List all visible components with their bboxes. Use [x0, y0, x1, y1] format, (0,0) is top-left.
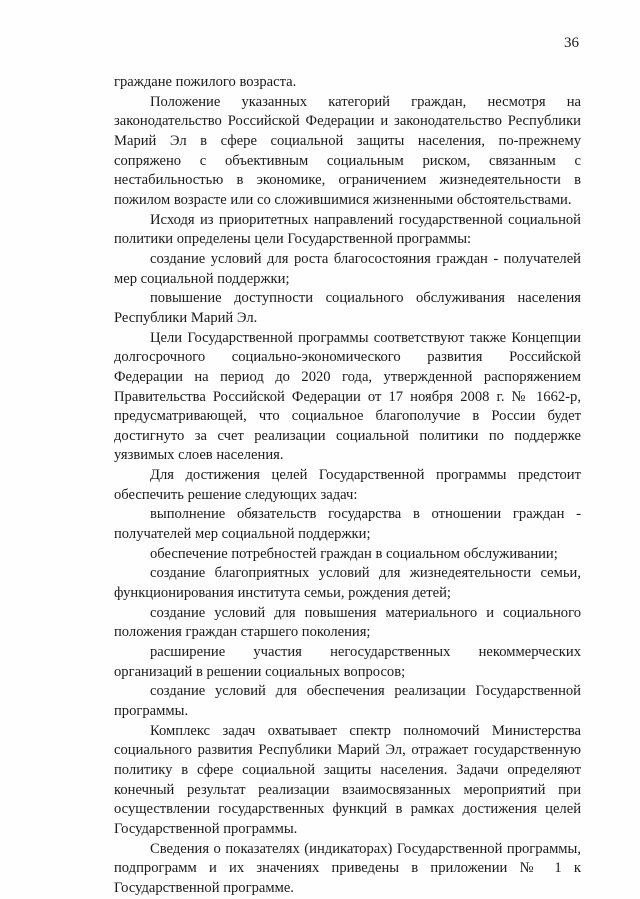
paragraph: Для достижения целей Государственной программы предстоит обеспечить решение следующих задач:: [114, 467, 581, 503]
paragraph: Комплекс задач охватывает спектр полномочий Министерства социального развития Республики Марий Эл, отражает государственную политику в сфере социальной защиты населения. Задачи определяют конечный результат реализации взаимосвязанных мероприятий при осуществлении государственных функций в рамках достижения целей Государственной программы.: [114, 722, 581, 837]
task-item: создание условий для повышения материального и социального положения граждан старшего поколения;: [114, 604, 581, 641]
paragraph: Положение указанных категорий граждан, несмотря на законодательство Российской Федерации и законодательство Республики Марий Эл в сфере социальной защиты населения, по-прежнему сопряжено с объективным социальным риском, связанным с нестабильностью в экономике, ограничением жизнедеятельности в пожилом возрасте или со сложившимися жизненными обстоятельствами.: [114, 93, 581, 208]
task-item: выполнение обязательств государства в отношении граждан - получателей мер социальной поддержки;: [114, 506, 581, 543]
document-body: [114, 73, 581, 899]
paragraph: Исходя из приоритетных направлений государственной социальной политики определены цели Государственной программы:: [114, 211, 581, 248]
paragraph: граждане пожилого возраста.: [114, 74, 297, 90]
goal-item: создание условий для роста благосостояния граждан - получателей мер социальной поддержки;: [114, 250, 581, 287]
paragraph: Сведения о показателях (индикаторах) Государственной программы, подпрограмм и их значениях приведены в приложении № 1 к Государственной программе.: [114, 840, 581, 896]
paragraph: Цели Государственной программы соответствуют также Концепции долгосрочного социально-экономического развития Российской Федерации на период до 2020 года, утвержденной распоряжением Правительства Российской Федерации от 17 ноября 2008 г. № 1662-р, предусматривающей, что социальное благополучие в России будет достигнуто за счет реализации социальной политики по поддержке уязвимых слоев населения.: [114, 329, 581, 464]
task-item: создание условий для обеспечения реализации Государственной программы.: [114, 683, 581, 719]
task-item: создание благоприятных условий для жизнедеятельности семьи, функционирования института семьи, рождения детей;: [114, 565, 581, 602]
task-item: обеспечение потребностей граждан в социальном обслуживании;: [150, 545, 558, 562]
task-item: расширение участия негосударственных некоммерческих организаций в решении социальных вопросов;: [114, 644, 581, 680]
page-number: 36: [564, 35, 579, 51]
goal-item: повышение доступности социального обслуживания населения Республики Марий Эл.: [114, 290, 581, 326]
